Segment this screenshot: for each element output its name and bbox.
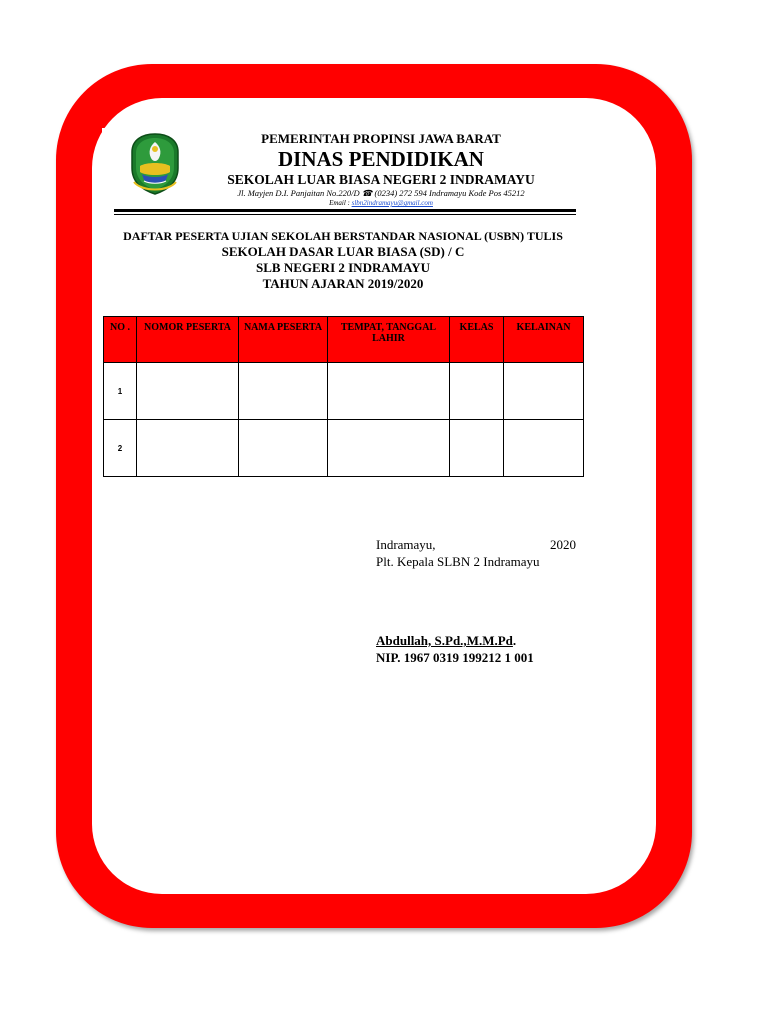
signature-year: 2020 (550, 537, 576, 552)
school-email (196, 199, 566, 208)
academic-year: TAHUN AJARAN 2019/2020 (262, 276, 424, 291)
cell-disability (504, 363, 584, 420)
phone-icon: ☎ (361, 188, 373, 198)
col-header-birth-place-date: TEMPAT, TANGGAL LAHIR (328, 317, 450, 363)
letterhead (196, 130, 566, 208)
signatory-name: Abdullah, S.Pd.,M.M.Pd (376, 633, 513, 648)
government-title: PEMERINTAH PROPINSI JAWA BARAT (261, 131, 501, 146)
signatory-name-period: . (512, 633, 517, 648)
cell-participant-name (239, 363, 328, 420)
signatory-position: Plt. Kepala SLBN 2 Indramayu (376, 554, 540, 569)
email-label: Email : (329, 199, 350, 207)
cell-no: 1 (104, 363, 137, 420)
participant-table (103, 316, 584, 477)
west-java-emblem-logo (128, 132, 182, 196)
table-header-row (104, 317, 584, 363)
signature-block (376, 536, 576, 666)
cell-birth-place-date (328, 363, 450, 420)
col-header-no: NO . (104, 317, 137, 363)
col-header-disability: KELAINAN (504, 317, 584, 363)
col-header-class: KELAS (450, 317, 504, 363)
document-title-block (100, 229, 586, 292)
address-phone: (0234) 272 594 Indramayu Kode Pos 45212 (374, 188, 525, 198)
cell-class (450, 363, 504, 420)
signatory-nip: NIP. 1967 0319 199212 1 001 (376, 650, 534, 665)
letterhead-divider-thick (114, 209, 576, 212)
place-date-line (376, 536, 576, 553)
agency-title: DINAS PENDIDIKAN (278, 147, 484, 171)
table-row (104, 420, 584, 477)
email-link[interactable]: slbn2indramayu@gmail.com (351, 199, 433, 207)
document-title: DAFTAR PESERTA UJIAN SEKOLAH BERSTANDAR NASIONAL (USBN) TULIS (123, 229, 563, 243)
cell-class (450, 420, 504, 477)
letterhead-divider-thin (114, 214, 576, 215)
school-title: SEKOLAH LUAR BIASA NEGERI 2 INDRAMAYU (227, 172, 535, 187)
cell-birth-place-date (328, 420, 450, 477)
school-name: SLB NEGERI 2 INDRAMAYU (256, 260, 430, 275)
school-level: SEKOLAH DASAR LUAR BIASA (SD) / C (221, 244, 465, 259)
address-street: Jl. Mayjen D.I. Panjaitan No.220/D (237, 188, 360, 198)
cell-participant-number (137, 420, 239, 477)
signature-place: Indramayu, (376, 537, 436, 552)
cell-participant-number (137, 363, 239, 420)
cell-participant-name (239, 420, 328, 477)
school-address (196, 188, 566, 199)
col-header-participant-number: NOMOR PESERTA (137, 317, 239, 363)
col-header-participant-name: NAMA PESERTA (239, 317, 328, 363)
signatory-name-line (376, 632, 576, 649)
white-patch (102, 128, 116, 144)
page-content-area (92, 98, 656, 894)
cell-no: 2 (104, 420, 137, 477)
table-row (104, 363, 584, 420)
cell-disability (504, 420, 584, 477)
